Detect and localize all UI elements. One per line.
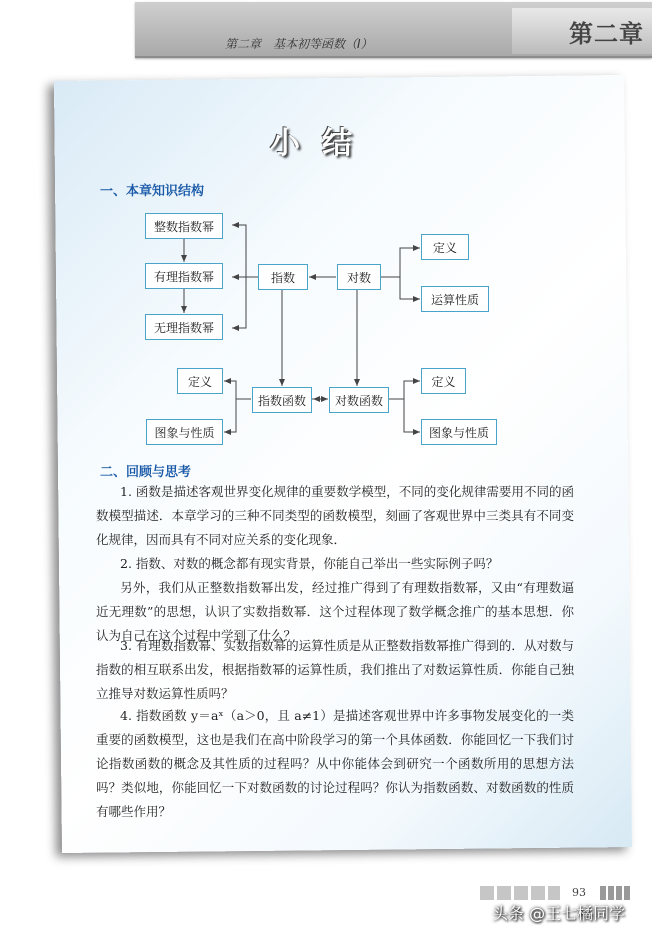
node-rational-power: 有理指数幂 — [145, 263, 223, 289]
paragraph-4 — [96, 634, 574, 706]
paragraph-5 — [96, 704, 574, 824]
paragraph-3-text: 另外，我们从正整数指数幂出发，经过推广得到了有理数指数幂，又由“有理数逼近无理数”的思想，认识了实数指数幂．这个过程体现了数学概念推广的基本思想．你认为自己在这个过程中学到了什么？ — [96, 580, 574, 643]
watermark: 头条 @王七橘同学 — [492, 904, 626, 923]
section-heading-review: 二、回顾与思考 — [100, 465, 192, 480]
node-logf-definition: 定义 — [421, 368, 466, 394]
chapter-tab-label: 第二章 — [569, 20, 644, 48]
node-irrational-power: 无理指数幂 — [145, 314, 223, 340]
paragraph-5-text: 4. 指数函数 y＝aˣ（a＞0，且 a≠1）是描述客观世界中许多事物发展变化的一类重要的函数模型，这也是我们在高中阶段学习的第一个具体函数．你能回忆一下我们讨论指数函数的概念及其性质的过程吗？从中你能体会到研究一个函数所用的思想方法吗？类似地，你能回忆一下对数函数的讨论过程吗？你认为指数函数、对数函数的性质有哪些作用？ — [96, 708, 574, 819]
node-exp-graph: 图象与性质 — [146, 419, 223, 445]
node-exp-definition: 定义 — [177, 368, 223, 394]
chapter-running-title: 第二章 基本初等函数（Ⅰ） — [225, 37, 373, 51]
page-title: 小结 — [270, 126, 374, 161]
footer-decor-bar-dark — [600, 886, 630, 900]
paragraph-2 — [96, 552, 574, 576]
node-logarithm: 对数 — [337, 264, 381, 290]
node-log-operations: 运算性质 — [421, 286, 489, 312]
node-logf-graph: 图象与性质 — [421, 419, 497, 445]
paragraph-1-text: 1. 函数是描述客观世界变化规律的重要数学模型，不同的变化规律需要用不同的函数模型描述．本章学习的三种不同类型的函数模型，刻画了客观世界中三类具有不同变化规律，因而具有不同对应关系的变化现象． — [96, 484, 574, 547]
node-exp-function: 指数函数 — [252, 387, 312, 413]
page-number: 93 — [572, 886, 586, 899]
node-log-definition: 定义 — [421, 234, 469, 260]
paragraph-2-text: 2. 指数、对数的概念都有现实背景，你能自己举出一些实际例子吗？ — [120, 556, 499, 571]
node-integer-power: 整数指数幂 — [145, 213, 223, 239]
paragraph-4-text: 3. 有理数指数幂、实数指数幂的运算性质是从正整数指数幂推广得到的．从对数与指数的相互联系出发，根据指数幂的运算性质，我们推出了对数运算性质．你能自己独立推导对数运算性质吗？ — [96, 638, 574, 701]
paragraph-1 — [96, 480, 574, 552]
node-exponent: 指数 — [258, 264, 308, 290]
footer-decor-bar — [480, 886, 560, 900]
section-heading-structure: 一、本章知识结构 — [100, 184, 205, 199]
node-log-function: 对数函数 — [329, 387, 389, 413]
